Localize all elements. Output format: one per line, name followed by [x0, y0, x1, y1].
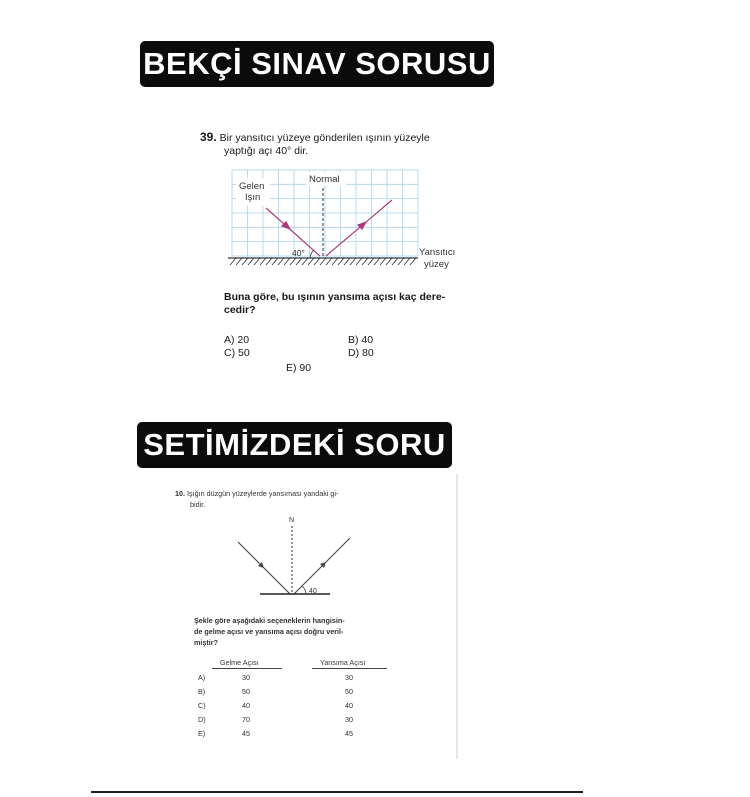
bottom-divider — [91, 791, 583, 793]
question1-prompt-line1: Buna göre, bu ışının yansıma açısı kaç dere- — [224, 291, 446, 303]
row-reflection-value: 50 — [345, 687, 353, 696]
figure2-angle-arc — [302, 586, 306, 594]
question2-text: Işığın düzgün yüzeylerde yansıması yandaki gi- — [187, 489, 339, 498]
header-incidence-angle: Gelme Açısı — [220, 658, 259, 667]
incident-label-line2: Işın — [245, 192, 261, 203]
row-reflection-value: 40 — [345, 701, 353, 710]
question2-prompt-line3: miştir? — [194, 638, 218, 647]
question2-text-line1 — [175, 489, 338, 498]
row-label: E) — [198, 729, 206, 738]
reflection-figure-2 — [230, 512, 360, 607]
question2-prompt-line1: Şekle göre aşağıdaki seçeneklerin hangisin- — [194, 616, 345, 625]
row-incidence-value: 70 — [242, 715, 250, 724]
normal-label: Normal — [309, 174, 340, 185]
header-underline-reflection — [312, 668, 387, 669]
row-label: D) — [198, 715, 206, 724]
row-incidence-value: 30 — [242, 673, 250, 682]
row-reflection-value: 30 — [345, 673, 353, 682]
incident-label-line1: Gelen — [239, 181, 265, 192]
reflection-figure-1 — [228, 168, 456, 273]
question1-text-line2: yaptığı açı 40° dir. — [224, 145, 309, 157]
row-label: B) — [198, 687, 206, 696]
row-incidence-value: 45 — [242, 729, 250, 738]
row-incidence-value: 50 — [242, 687, 250, 696]
header-reflection-angle: Yansıma Açısı — [320, 658, 366, 667]
bottom-title-banner: SETİMİZDEKİ SORU — [137, 422, 452, 468]
figure1-angle-arc — [310, 250, 314, 258]
question1-text-line1 — [200, 130, 430, 144]
question2-number: 10. — [175, 489, 185, 498]
normal-label-n: N — [289, 517, 295, 524]
row-reflection-value: 30 — [345, 715, 353, 724]
reflected-ray — [326, 200, 392, 256]
option-a[interactable]: A) 20 — [224, 334, 250, 346]
question2-text-line2: bidir. — [190, 500, 206, 509]
option-d[interactable]: D) 80 — [348, 347, 374, 359]
option-b[interactable]: B) 40 — [348, 334, 374, 346]
figure1-surface — [228, 258, 418, 265]
header-underline-incidence — [212, 668, 282, 669]
row-incidence-value: 40 — [242, 701, 250, 710]
row-label: C) — [198, 701, 206, 710]
figure1-rays — [266, 200, 392, 256]
figure2-angle-label-40: 40 — [309, 588, 317, 595]
top-title-banner: BEKÇİ SINAV SORUSU — [140, 41, 494, 87]
question2-prompt-line2: de gelme açısı ve yansıma açısı doğru veril- — [194, 627, 344, 636]
surface-label-line2: yüzey — [424, 259, 449, 270]
option-c[interactable]: C) 50 — [224, 347, 250, 359]
question1-number: 39. — [200, 130, 217, 144]
angle-label-40: 40° — [292, 248, 305, 258]
question1-prompt-line2: cedir? — [224, 304, 256, 316]
option-e[interactable]: E) 90 — [286, 362, 312, 374]
surface-label-line1: Yansıtıcı — [419, 247, 456, 258]
question1-text: Bir yansıtıcı yüzeye gönderilen ışının yüzeyle — [219, 132, 430, 144]
row-label: A) — [198, 673, 206, 682]
row-reflection-value: 45 — [345, 729, 353, 738]
page-edge-divider — [456, 474, 458, 759]
